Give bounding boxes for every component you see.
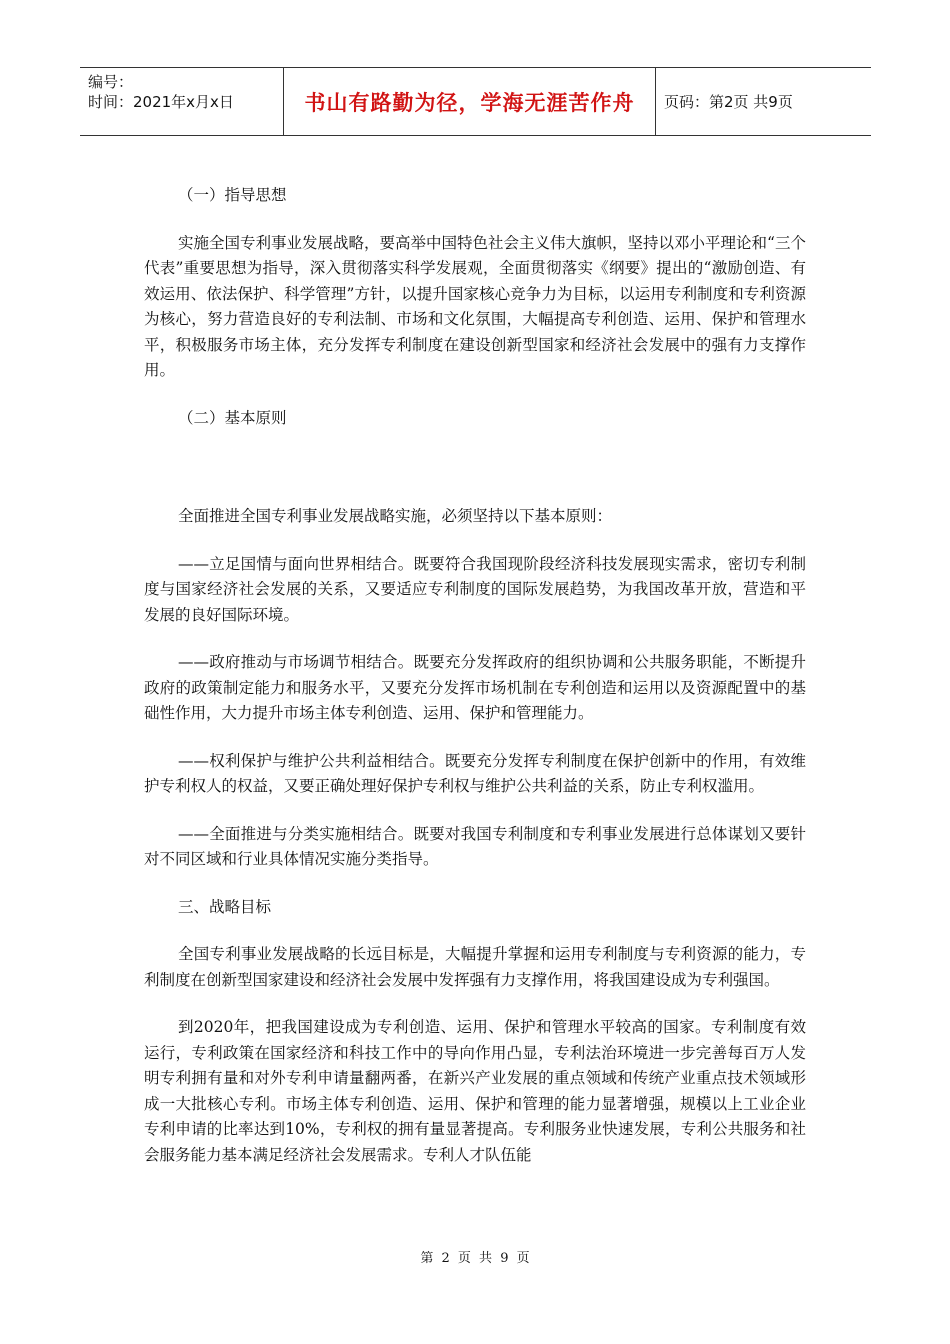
date-line: 时间：2021年x月x日 [88,93,234,111]
header-meta [80,68,284,135]
serial-label: 编号： [88,73,134,91]
paragraph-principles-intro: 全面推进全国专利事业发展战略实施，必须坚持以下基本原则： [178,507,613,525]
page-header [80,67,871,136]
paragraph-guiding-ideology: 实施全国专利事业发展战略，要高举中国特色社会主义伟大旗帜，坚持以邓小平理论和“三个代表”重要思想为指导，深入贯彻落实科学发展观，全面贯彻落实《纲要》提出的“激励创造、有效运用、依法保护、科学管理”方针，以提升国家核心竞争力为目标，以运用专利制度和专利资源为核心，努力营造良好的专利法制、市场和文化氛围，大幅提高专利创造、运用、保护和管理水平，积极服务市场主体，充分发挥专利制度在建设创新型国家和经济社会发展中的强有力支撑作用。 [144,233,806,379]
header-page-info: 页码：第2页 共9页 [664,93,793,111]
section-heading-strategic-goals: 三、战略目标 [178,897,272,916]
document-body [144,183,806,1168]
paragraph-principle-3: ——权利保护与维护公共利益相结合。既要充分发挥专利制度在保护创新中的作用，有效维护专利权人的权益，又要正确处理好保护专利权与维护公共利益的关系，防止专利权滥用。 [144,751,806,795]
section-heading-guiding-ideology: （一）指导思想 [178,186,287,204]
paragraph-long-term-goal: 全国专利事业发展战略的长远目标是，大幅提升掌握和运用专利制度与专利资源的能力，专利制度在创新型国家建设和经济社会发展中发挥强有力支撑作用，将我国建设成为专利强国。 [144,945,806,989]
section-heading-basic-principles: （二）基本原则 [178,408,287,427]
paragraph-2020-goal: 到2020年，把我国建设成为专利创造、运用、保护和管理水平较高的国家。专利制度有效运行，专利政策在国家经济和科技工作中的导向作用凸显，专利法治环境进一步完善每百万人发明专利拥有量和对外专利申请量翻两番，在新兴产业发展的重点领域和传统产业重点技术领域形成一大批核心专利。市场主体专利创造、运用、保护和管理的能力显著增强，规模以上工业企业专利申请的比率达到10%，专利权的拥有量显著提高。专利服务业快速发展，专利公共服务和社会服务能力基本满足经济社会发展需求。专利人才队伍能 [144,1018,806,1164]
header-motto: 书山有路勤为径，学海无涯苦作舟 [284,68,656,135]
page-footer: 第 2 页 共 9 页 [420,1251,530,1266]
paragraph-principle-4: ——全面推进与分类实施相结合。既要对我国专利制度和专利事业发展进行总体谋划又要针对不同区域和行业具体情况实施分类指导。 [144,824,806,868]
paragraph-principle-1: ——立足国情与面向世界相结合。既要符合我国现阶段经济科技发展现实需求，密切专利制度与国家经济社会发展的关系，又要适应专利制度的国际发展趋势，为我国改革开放，营造和平发展的良好国际环境。 [144,554,806,624]
paragraph-principle-2: ——政府推动与市场调节相结合。既要充分发挥政府的组织协调和公共服务职能，不断提升政府的政策制定能力和服务水平，又要充分发挥市场机制在专利创造和运用以及资源配置中的基础性作用，大力提升市场主体专利创造、运用、保护和管理能力。 [144,653,806,722]
